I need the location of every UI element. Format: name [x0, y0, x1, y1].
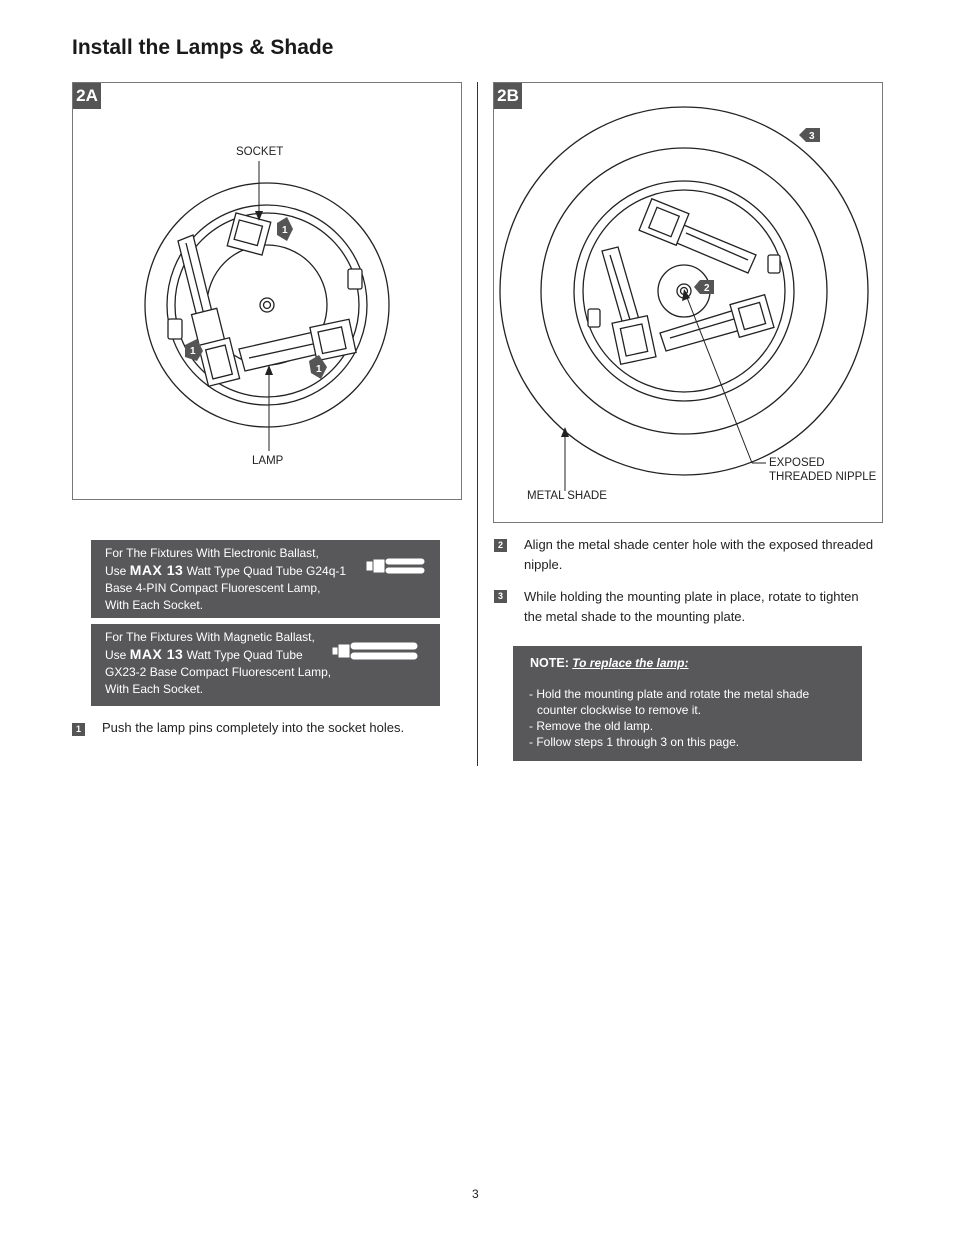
electronic-line4: With Each Socket.: [105, 598, 204, 612]
note-heading: NOTE: To replace the lamp:: [530, 656, 689, 670]
page-title: Install the Lamps & Shade: [72, 36, 334, 59]
lamp-label: LAMP: [252, 455, 284, 467]
page-number: 3: [472, 1187, 479, 1201]
magnetic-line4: With Each Socket.: [105, 682, 204, 696]
nipple-label-line2: THREADED NIPPLE: [769, 471, 877, 483]
magnetic-line2: Use MAX 13 Watt Type Quad Tube: [105, 646, 303, 662]
gx23-lamp-icon: [331, 639, 421, 663]
magnetic-line3: GX23-2 Base Compact Fluorescent Lamp,: [105, 665, 332, 679]
note-item: - Hold the mounting plate and rotate the metal shade: [529, 687, 810, 701]
step-badges: [694, 128, 820, 294]
g24q-lamp-icon: [365, 556, 427, 576]
badge-2-label: 2: [704, 283, 710, 294]
column-divider: [477, 82, 478, 766]
panel-tag-2a: 2A: [73, 83, 103, 111]
step-number-2: 2: [494, 539, 507, 552]
electronic-line1: For The Fixtures With Electronic Ballast,: [105, 546, 319, 560]
max-wattage: MAX 13: [129, 562, 184, 578]
magnetic-ballast-info: [91, 624, 440, 706]
nipple-label-line1: EXPOSED: [769, 457, 825, 469]
step-1-text: Push the lamp pins completely into the socket holes.: [102, 720, 405, 735]
electronic-line3: Base 4-PIN Compact Fluorescent Lamp,: [105, 581, 321, 595]
max-wattage: MAX 13: [129, 646, 184, 662]
badge-3-label: 3: [809, 131, 815, 142]
replace-lamp-note: [513, 646, 862, 761]
panel-tag-2b: 2B: [494, 83, 524, 111]
note-list: [529, 686, 809, 750]
note-item: counter clockwise to remove it.: [537, 703, 702, 717]
metal-shade-label: METAL SHADE: [527, 490, 607, 502]
electronic-ballast-info: [91, 540, 440, 618]
diagram-2a: [72, 82, 462, 500]
note-item: - Follow steps 1 through 3 on this page.: [529, 735, 740, 749]
note-item: - Remove the old lamp.: [529, 719, 654, 733]
badge-label: 1: [190, 346, 196, 357]
diagram-2b: [493, 82, 883, 523]
step-number-1: 1: [72, 723, 85, 736]
badge-label: 1: [316, 364, 322, 375]
badge-label: 1: [282, 225, 288, 236]
step-2-text: Align the metal shade center hole with the exposed threaded nipple.: [524, 537, 874, 572]
step-3-text: While holding the mounting plate in place, rotate to tighten the metal shade to the mounting plate.: [524, 589, 859, 624]
step-number-3: 3: [494, 590, 507, 603]
socket-label: SOCKET: [236, 146, 284, 158]
magnetic-line1: For The Fixtures With Magnetic Ballast,: [105, 630, 315, 644]
electronic-line2: Use MAX 13 Watt Type Quad Tube G24q-1: [105, 562, 347, 578]
